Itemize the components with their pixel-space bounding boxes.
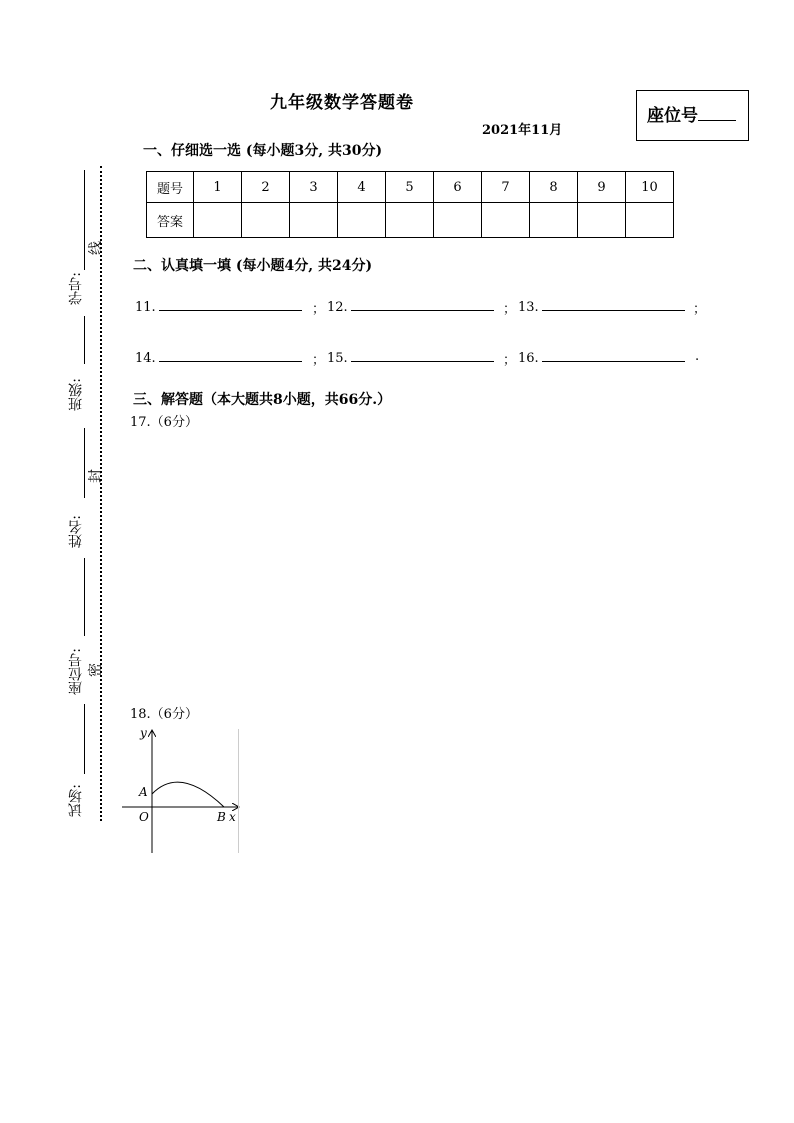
fill-blank[interactable]	[542, 349, 685, 362]
question-number-cell: 5	[386, 172, 434, 203]
exam-room-label: 试场:	[68, 784, 84, 817]
question-number-cell: 2	[242, 172, 290, 203]
seat-number-label: 座位号	[647, 106, 698, 126]
answer-cell[interactable]	[434, 203, 482, 238]
exam-date: 2021年11月	[482, 123, 563, 138]
answer-cell[interactable]	[386, 203, 434, 238]
separator: ；	[693, 302, 707, 317]
seat-label: 座位号:	[68, 648, 84, 695]
answer-cell[interactable]	[578, 203, 626, 238]
question-17-answer-area[interactable]	[150, 432, 710, 692]
separator: ；	[312, 302, 326, 317]
question-17-label: 17.（6分）	[130, 415, 198, 430]
binding-mark-secret: 密	[88, 663, 104, 677]
y-axis-label: y	[140, 726, 147, 740]
point-a-label: A	[139, 785, 148, 799]
fill-item-label: 13.	[518, 300, 539, 315]
student-id-label: 学号:	[68, 272, 84, 305]
fill-item-11	[135, 298, 302, 315]
question-number-cell: 9	[578, 172, 626, 203]
question-number-cell: 4	[338, 172, 386, 203]
question-number-cell: 7	[482, 172, 530, 203]
student-id-blank[interactable]	[84, 316, 85, 364]
question-number-cell: 6	[434, 172, 482, 203]
fill-item-15	[327, 349, 494, 366]
binding-mark-seal: 封	[88, 469, 104, 483]
answer-cell[interactable]	[242, 203, 290, 238]
fill-item-label: 14.	[135, 351, 156, 366]
parabola-curve	[152, 782, 224, 807]
fill-item-13	[518, 298, 685, 315]
binding-mark-line: 线	[88, 241, 104, 255]
answer-cell[interactable]	[194, 203, 242, 238]
seat-number-box	[636, 90, 749, 141]
section-3-title: 三、解答题（本大题共8小题，共66分.）	[133, 392, 392, 408]
question-number-cell: 3	[290, 172, 338, 203]
fill-blank[interactable]	[159, 349, 302, 362]
question-number-row	[147, 172, 674, 203]
question-number-cell: 1	[194, 172, 242, 203]
section-1-title: 一、仔细选一选 (每小题3分, 共30分)	[143, 143, 383, 159]
answer-cell[interactable]	[626, 203, 674, 238]
binding-blank-line	[84, 170, 85, 270]
class-blank[interactable]	[84, 428, 85, 498]
fill-item-label: 16.	[518, 351, 539, 366]
name-label: 姓名:	[68, 515, 84, 548]
seat-blank[interactable]	[84, 704, 85, 774]
section-2-title: 二、认真填一填 (每小题4分, 共24分)	[133, 258, 373, 274]
question-number-cell: 8	[530, 172, 578, 203]
figure-edge	[238, 729, 239, 853]
name-blank[interactable]	[84, 558, 85, 636]
fill-blank[interactable]	[351, 349, 494, 362]
fill-item-label: 12.	[327, 300, 348, 315]
origin-label: O	[139, 810, 149, 824]
fill-item-16	[518, 349, 685, 366]
fill-blank[interactable]	[159, 298, 302, 311]
separator: .	[695, 349, 700, 364]
fill-blank[interactable]	[351, 298, 494, 311]
separator: ；	[312, 353, 326, 368]
answer-row	[147, 203, 674, 238]
x-axis-label: x	[229, 810, 236, 824]
answer-cell[interactable]	[338, 203, 386, 238]
question-18-label: 18.（6分）	[130, 707, 198, 722]
fill-item-label: 11.	[135, 300, 156, 315]
answer-cell[interactable]	[290, 203, 338, 238]
row-header-number: 题号	[147, 172, 194, 203]
answer-cell[interactable]	[482, 203, 530, 238]
class-label: 班级:	[68, 378, 84, 411]
fill-item-12	[327, 298, 494, 315]
seat-number-blank[interactable]	[698, 106, 736, 121]
fill-item-label: 15.	[327, 351, 348, 366]
answer-table	[146, 171, 674, 238]
point-b-label: B	[217, 810, 226, 824]
binding-dotted-line	[100, 166, 102, 821]
fill-blank[interactable]	[542, 298, 685, 311]
fill-item-14	[135, 349, 302, 366]
answer-cell[interactable]	[530, 203, 578, 238]
parabola-figure	[118, 725, 244, 855]
row-header-answer: 答案	[147, 203, 194, 238]
question-number-cell: 10	[626, 172, 674, 203]
page-title: 九年级数学答题卷	[270, 93, 414, 113]
separator: ；	[503, 353, 517, 368]
separator: ；	[503, 302, 517, 317]
